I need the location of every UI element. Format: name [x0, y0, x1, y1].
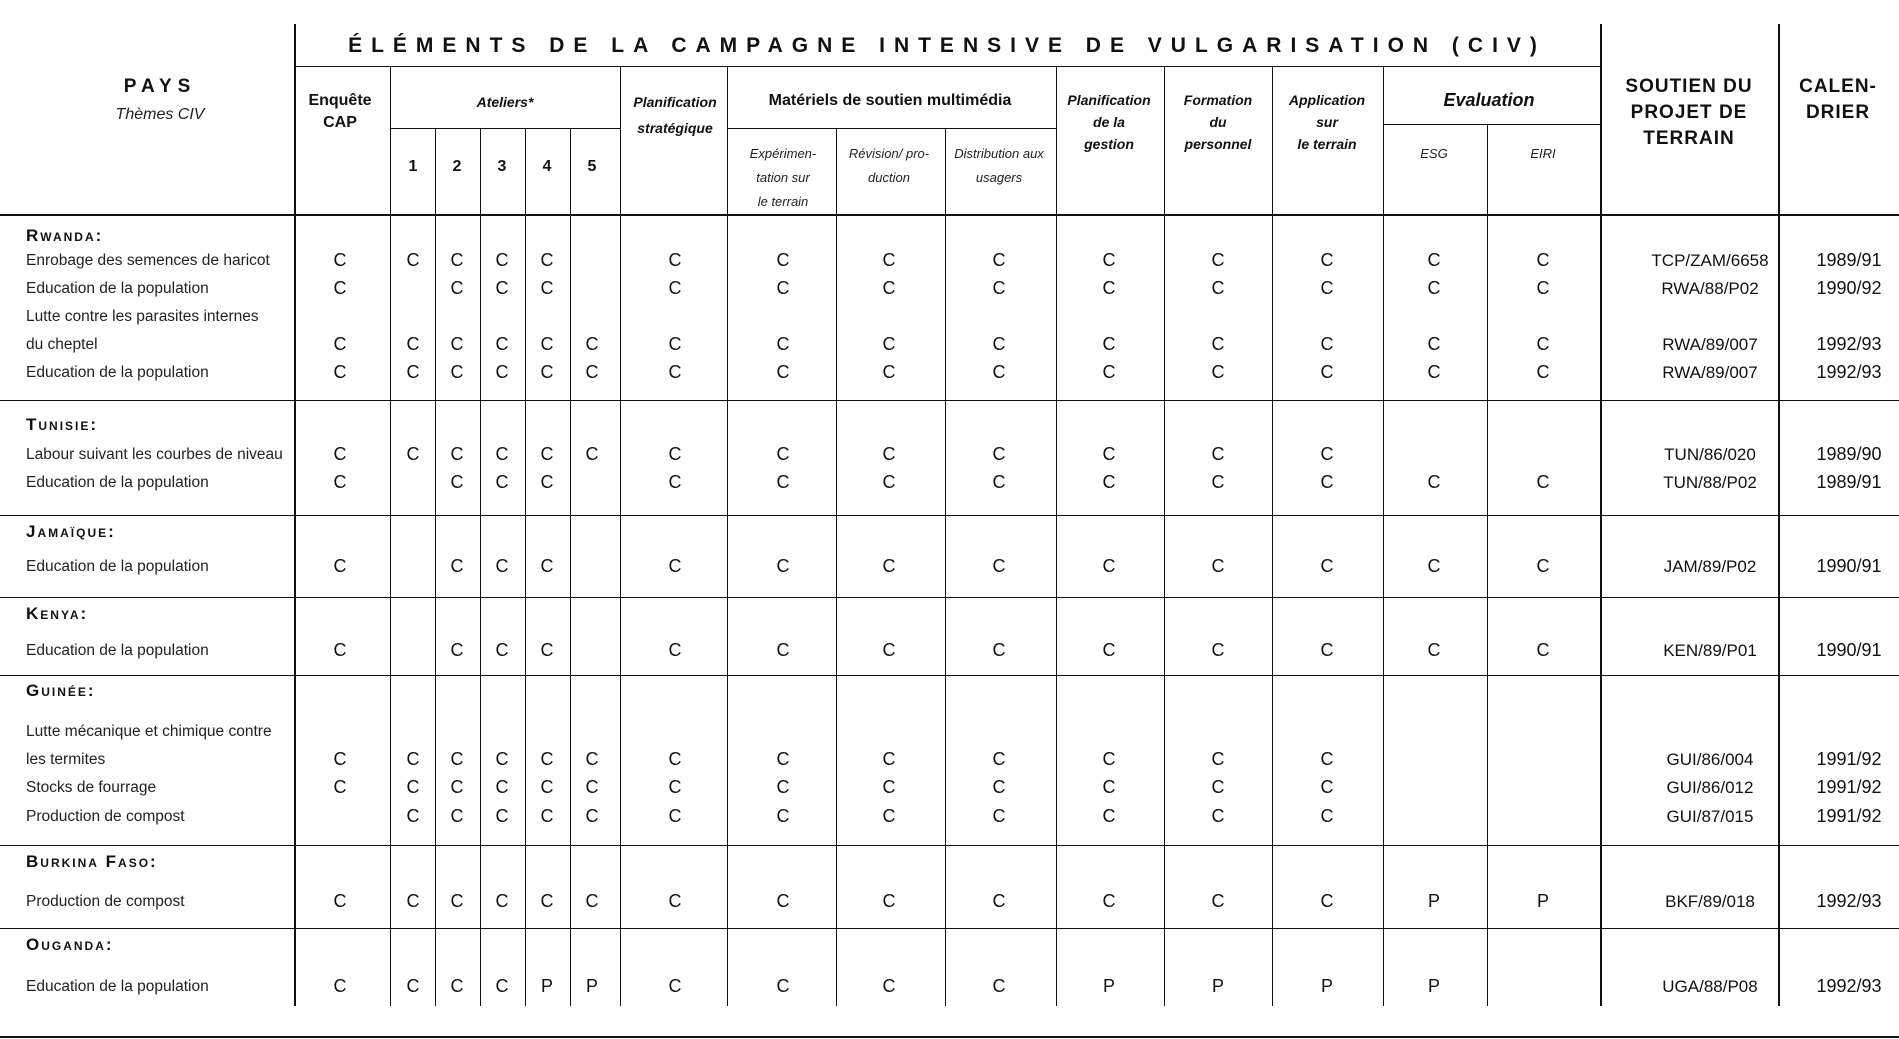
mark-cell: C — [1320, 362, 1334, 382]
mark-cell: C — [882, 976, 896, 996]
column-rule — [1056, 66, 1057, 1006]
mark-cell: C — [776, 278, 790, 298]
calendrier-label-1: DRIER — [1805, 102, 1871, 123]
theme-label: Education de la population — [26, 474, 209, 491]
mark-cell: C — [992, 334, 1006, 354]
mark-cell: C — [1536, 556, 1550, 576]
mark-cell: C — [450, 749, 464, 769]
mark-cell: C — [450, 472, 464, 492]
column-rule — [1272, 66, 1273, 1006]
mark-cell: P — [1102, 976, 1116, 996]
mark-cell: C — [668, 777, 682, 797]
mark-cell: C — [668, 278, 682, 298]
enquete-label-2: CAP — [323, 114, 357, 131]
mark-cell: C — [333, 250, 347, 270]
theme-label: Education de la population — [26, 978, 209, 995]
pays-heading: PAYS — [123, 76, 197, 97]
mark-cell: C — [495, 362, 509, 382]
eiri-label: EIRI — [1530, 146, 1556, 161]
calendar-year: 1991/92 — [1816, 777, 1882, 797]
mark-cell: C — [585, 362, 599, 382]
mark-cell: C — [333, 444, 347, 464]
mark-cell: C — [450, 556, 464, 576]
mark-cell: C — [540, 891, 554, 911]
calendar-year: 1989/90 — [1816, 444, 1882, 464]
project-code: TCP/ZAM/6658 — [1651, 251, 1769, 270]
group-separator — [0, 845, 1899, 846]
mark-cell: C — [882, 749, 896, 769]
mark-cell: C — [406, 334, 420, 354]
mark-cell: C — [1211, 806, 1225, 826]
mark-cell: C — [776, 806, 790, 826]
evaluation-label: Evaluation — [1443, 90, 1535, 110]
mark-cell: C — [1320, 472, 1334, 492]
mark-cell: C — [1211, 556, 1225, 576]
mark-cell: C — [776, 444, 790, 464]
theme-label: Production de compost — [26, 808, 185, 825]
column-rule — [525, 128, 526, 1006]
evaluation-underline — [1383, 124, 1600, 125]
mark-cell: C — [992, 777, 1006, 797]
mark-cell: C — [668, 806, 682, 826]
column-rule — [435, 128, 436, 1006]
mark-cell: C — [540, 334, 554, 354]
mark-cell: C — [495, 556, 509, 576]
project-code: BKF/89/018 — [1665, 892, 1755, 911]
country-name: Ouganda: — [26, 935, 114, 954]
mark-cell: C — [992, 444, 1006, 464]
mark-cell: C — [1320, 749, 1334, 769]
atelier-number-5: 5 — [587, 158, 597, 175]
mark-cell: C — [540, 806, 554, 826]
formation-label-1: du — [1209, 114, 1227, 130]
mark-cell: C — [776, 640, 790, 660]
mark-cell: C — [1320, 640, 1334, 660]
mark-cell: C — [495, 777, 509, 797]
mark-cell: C — [1536, 640, 1550, 660]
calendar-year: 1992/93 — [1816, 891, 1882, 911]
mark-cell: C — [1211, 334, 1225, 354]
mark-cell: C — [333, 976, 347, 996]
theme-label: Education de la population — [26, 364, 209, 381]
mark-cell: C — [1102, 472, 1116, 492]
mark-cell: C — [540, 444, 554, 464]
mark-cell: C — [1211, 472, 1225, 492]
column-rule — [390, 66, 391, 1006]
mark-cell: C — [882, 806, 896, 826]
mark-cell: C — [992, 362, 1006, 382]
header-bottom-rule — [0, 214, 1899, 216]
mark-cell: C — [1427, 362, 1441, 382]
mark-cell: C — [540, 250, 554, 270]
mark-cell: C — [1320, 334, 1334, 354]
mark-cell: C — [540, 278, 554, 298]
mark-cell: C — [1536, 250, 1550, 270]
mark-cell: C — [776, 777, 790, 797]
materiels-sub-2-0: Distribution aux — [954, 146, 1044, 161]
plan-strat-label-1: Planification — [633, 94, 717, 110]
mark-cell: C — [1102, 806, 1116, 826]
mark-cell: C — [668, 444, 682, 464]
mark-cell: C — [882, 891, 896, 911]
calendar-year: 1990/92 — [1816, 278, 1882, 298]
mark-cell: C — [992, 749, 1006, 769]
plan-strat-label-2: stratégique — [637, 120, 713, 136]
mark-cell: C — [540, 640, 554, 660]
column-rule — [1383, 66, 1384, 1006]
mark-cell: C — [776, 891, 790, 911]
mark-cell: C — [1211, 891, 1225, 911]
calendar-year: 1992/93 — [1816, 334, 1882, 354]
mark-cell: C — [776, 976, 790, 996]
mark-cell: C — [992, 806, 1006, 826]
calendar-year: 1992/93 — [1816, 976, 1882, 996]
mark-cell: C — [776, 334, 790, 354]
mark-cell: C — [668, 749, 682, 769]
mark-cell: C — [1320, 891, 1334, 911]
mark-cell: P — [1320, 976, 1334, 996]
mark-cell: C — [333, 749, 347, 769]
calendar-year: 1991/92 — [1816, 806, 1882, 826]
atelier-number-4: 4 — [542, 158, 552, 175]
mark-cell: C — [540, 749, 554, 769]
mark-cell: C — [406, 976, 420, 996]
project-code: KEN/89/P01 — [1663, 641, 1757, 660]
mark-cell: C — [668, 976, 682, 996]
mark-cell: C — [668, 250, 682, 270]
mark-cell: C — [1320, 250, 1334, 270]
mark-cell: C — [992, 640, 1006, 660]
mark-cell: C — [1102, 556, 1116, 576]
mark-cell: C — [450, 250, 464, 270]
mark-cell: C — [992, 278, 1006, 298]
mark-cell: C — [585, 749, 599, 769]
mark-cell: C — [540, 777, 554, 797]
mark-cell: C — [585, 806, 599, 826]
mark-cell: C — [882, 250, 896, 270]
atelier-number-2: 2 — [452, 158, 462, 175]
mark-cell: C — [668, 334, 682, 354]
mark-cell: C — [1320, 556, 1334, 576]
mark-cell: C — [333, 472, 347, 492]
column-rule — [570, 128, 571, 1006]
mark-cell: C — [1211, 444, 1225, 464]
mark-cell: C — [1211, 362, 1225, 382]
mark-cell: C — [406, 362, 420, 382]
mark-cell: C — [1536, 334, 1550, 354]
mark-cell: C — [882, 278, 896, 298]
materiels-sub-1-0: Révision/ pro- — [848, 146, 930, 161]
mark-cell: C — [450, 444, 464, 464]
mark-cell: C — [495, 444, 509, 464]
mark-cell: C — [333, 640, 347, 660]
column-rule — [836, 128, 837, 1006]
calendar-year: 1990/91 — [1816, 640, 1882, 660]
mark-cell: C — [540, 472, 554, 492]
theme-label: Education de la population — [26, 642, 209, 659]
mark-cell: P — [1427, 976, 1441, 996]
mark-cell: C — [1536, 472, 1550, 492]
calendrier-label-0: CALEN- — [1799, 76, 1877, 97]
country-name: Burkina Faso: — [26, 852, 158, 871]
column-rule — [727, 66, 728, 1006]
mark-cell: C — [1102, 334, 1116, 354]
mark-cell: C — [776, 472, 790, 492]
mark-cell: C — [882, 362, 896, 382]
mark-cell: C — [1211, 640, 1225, 660]
mark-cell: C — [585, 334, 599, 354]
application-label-0: Application — [1288, 92, 1366, 108]
mark-cell: C — [1211, 278, 1225, 298]
theme-label: Stocks de fourrage — [26, 779, 157, 796]
mark-cell: C — [882, 444, 896, 464]
mark-cell: C — [333, 278, 347, 298]
mark-cell: C — [450, 976, 464, 996]
mark-cell: C — [406, 749, 420, 769]
themes-heading: Thèmes CIV — [115, 106, 205, 123]
mark-cell: C — [776, 250, 790, 270]
formation-label-2: personnel — [1184, 136, 1252, 152]
mark-cell: C — [540, 556, 554, 576]
mark-cell: C — [1102, 444, 1116, 464]
mark-cell: C — [668, 640, 682, 660]
mark-cell: P — [540, 976, 554, 996]
mark-cell: C — [1536, 278, 1550, 298]
theme-label: Education de la population — [26, 280, 209, 297]
mark-cell: C — [1102, 749, 1116, 769]
mark-cell: C — [668, 472, 682, 492]
atelier-number-3: 3 — [497, 158, 507, 175]
theme-label: Lutte contre les parasites internes — [26, 308, 259, 325]
materiels-sub-1-1: duction — [868, 170, 910, 185]
mark-cell: C — [450, 891, 464, 911]
project-code: RWA/88/P02 — [1661, 279, 1759, 298]
mark-cell: C — [333, 777, 347, 797]
esg-label: ESG — [1420, 146, 1448, 161]
calendar-year: 1990/91 — [1816, 556, 1882, 576]
mark-cell: C — [668, 891, 682, 911]
mark-cell: C — [1102, 777, 1116, 797]
mark-cell: C — [1102, 250, 1116, 270]
mark-cell: C — [406, 891, 420, 911]
materiels-sub-0-2: le terrain — [757, 194, 809, 209]
mark-cell: C — [495, 640, 509, 660]
mark-cell: C — [495, 334, 509, 354]
mark-cell: C — [1427, 278, 1441, 298]
mark-cell: C — [668, 362, 682, 382]
theme-label: Labour suivant les courbes de niveau — [26, 446, 283, 463]
project-code: RWA/89/007 — [1662, 363, 1758, 382]
mark-cell: C — [495, 976, 509, 996]
mark-cell: C — [1102, 640, 1116, 660]
mark-cell: C — [882, 640, 896, 660]
mark-cell: C — [992, 556, 1006, 576]
mark-cell: C — [992, 472, 1006, 492]
mark-cell: C — [585, 444, 599, 464]
mark-cell: C — [406, 250, 420, 270]
mark-cell: C — [1102, 278, 1116, 298]
country-name: Guinée: — [26, 681, 96, 700]
project-code: TUN/88/P02 — [1663, 473, 1757, 492]
project-code: GUI/86/012 — [1666, 778, 1754, 797]
mark-cell: P — [1427, 891, 1441, 911]
mark-cell: C — [1427, 472, 1441, 492]
mark-cell: C — [450, 334, 464, 354]
application-label-2: le terrain — [1297, 136, 1357, 152]
mark-cell: C — [776, 362, 790, 382]
mark-cell: C — [992, 891, 1006, 911]
calendar-year: 1991/92 — [1816, 749, 1882, 769]
mark-cell: P — [585, 976, 599, 996]
mark-cell: C — [992, 976, 1006, 996]
mark-cell: C — [450, 777, 464, 797]
mark-cell: C — [1320, 444, 1334, 464]
project-code: GUI/86/004 — [1666, 750, 1754, 769]
group-separator — [0, 928, 1899, 929]
ateliers-underline — [391, 128, 620, 129]
mark-cell: C — [776, 556, 790, 576]
plan-gestion-label-2: gestion — [1084, 136, 1134, 152]
project-code: RWA/89/007 — [1662, 335, 1758, 354]
mark-cell: C — [1320, 777, 1334, 797]
theme-label: Production de compost — [26, 893, 185, 910]
mark-cell: C — [450, 278, 464, 298]
mark-cell: C — [992, 250, 1006, 270]
mark-cell: C — [1427, 250, 1441, 270]
enquete-label-1: Enquête — [308, 92, 372, 109]
mark-cell: C — [450, 640, 464, 660]
mark-cell: C — [495, 472, 509, 492]
materiels-sub-0-0: Expérimen- — [749, 146, 817, 161]
group-separator — [0, 675, 1899, 676]
mark-cell: C — [540, 362, 554, 382]
mark-cell: C — [495, 891, 509, 911]
mark-cell: P — [1536, 891, 1550, 911]
column-rule — [1164, 66, 1165, 1006]
mark-cell: C — [668, 556, 682, 576]
mark-cell: C — [1536, 362, 1550, 382]
column-rule — [480, 128, 481, 1006]
application-label-1: sur — [1316, 114, 1338, 130]
mark-cell: C — [882, 472, 896, 492]
mark-cell: C — [585, 777, 599, 797]
group-separator — [0, 597, 1899, 598]
mark-cell: C — [1211, 749, 1225, 769]
group-separator — [0, 515, 1899, 516]
mark-cell: C — [1427, 640, 1441, 660]
country-name: Kenya: — [26, 604, 89, 623]
project-code: GUI/87/015 — [1666, 807, 1754, 826]
mark-cell: C — [1211, 250, 1225, 270]
mark-cell: C — [495, 278, 509, 298]
theme-label: du cheptel — [26, 336, 98, 353]
main-title: ÉLÉMENTS DE LA CAMPAGNE INTENSIVE DE VULGARISATION (CIV) — [348, 34, 1546, 57]
theme-label: Education de la population — [26, 558, 209, 575]
materiels-sub-0-1: tation sur — [756, 170, 810, 185]
mark-cell: C — [882, 334, 896, 354]
theme-label: les termites — [26, 751, 106, 768]
mark-cell: C — [450, 806, 464, 826]
materiels-label: Matériels de soutien multimédia — [768, 92, 1012, 109]
mark-cell: C — [882, 556, 896, 576]
country-name: Tunisie: — [26, 415, 99, 434]
mark-cell: P — [1211, 976, 1225, 996]
mark-cell: C — [1211, 777, 1225, 797]
title-underline — [294, 66, 1600, 67]
mark-cell: C — [450, 362, 464, 382]
mark-cell: C — [1427, 334, 1441, 354]
mark-cell: C — [406, 806, 420, 826]
column-rule — [620, 66, 621, 1006]
soutien-label-2: TERRAIN — [1643, 128, 1735, 149]
theme-label: Lutte mécanique et chimique contre — [26, 723, 272, 740]
plan-gestion-label-1: de la — [1093, 114, 1125, 130]
ateliers-label: Ateliers* — [476, 94, 534, 110]
mark-cell: C — [495, 806, 509, 826]
mark-cell: C — [333, 556, 347, 576]
calendar-year: 1989/91 — [1816, 472, 1882, 492]
mark-cell: C — [406, 777, 420, 797]
mark-cell: C — [495, 749, 509, 769]
mark-cell: C — [1102, 362, 1116, 382]
materiels-underline — [727, 128, 1056, 129]
soutien-label-1: PROJET DE — [1630, 102, 1748, 123]
materiels-sub-2-1: usagers — [975, 170, 1023, 185]
mark-cell: C — [495, 250, 509, 270]
theme-label: Enrobage des semences de haricot — [26, 252, 270, 269]
mark-cell: C — [585, 891, 599, 911]
mark-cell: C — [1102, 891, 1116, 911]
table-bottom-rule — [0, 1036, 1899, 1038]
plan-gestion-label-0: Planification — [1067, 92, 1151, 108]
calendar-year: 1992/93 — [1816, 362, 1882, 382]
country-name: Rwanda: — [26, 226, 104, 245]
soutien-label-0: SOUTIEN DU — [1625, 76, 1753, 97]
mark-cell: C — [1320, 278, 1334, 298]
mark-cell: C — [776, 749, 790, 769]
project-code: UGA/88/P08 — [1662, 977, 1758, 996]
group-separator — [0, 400, 1899, 401]
calendar-year: 1989/91 — [1816, 250, 1882, 270]
country-name: Jamaïque: — [26, 522, 116, 541]
mark-cell: C — [333, 334, 347, 354]
mark-cell: C — [333, 891, 347, 911]
column-rule — [945, 128, 946, 1006]
atelier-number-1: 1 — [408, 158, 418, 175]
mark-cell: C — [882, 777, 896, 797]
mark-cell: C — [333, 362, 347, 382]
project-code: TUN/86/020 — [1664, 445, 1756, 464]
mark-cell: C — [1320, 806, 1334, 826]
formation-label-0: Formation — [1183, 92, 1253, 108]
project-code: JAM/89/P02 — [1663, 557, 1757, 576]
mark-cell: C — [1427, 556, 1441, 576]
mark-cell: C — [406, 444, 420, 464]
column-rule — [1487, 124, 1488, 1006]
